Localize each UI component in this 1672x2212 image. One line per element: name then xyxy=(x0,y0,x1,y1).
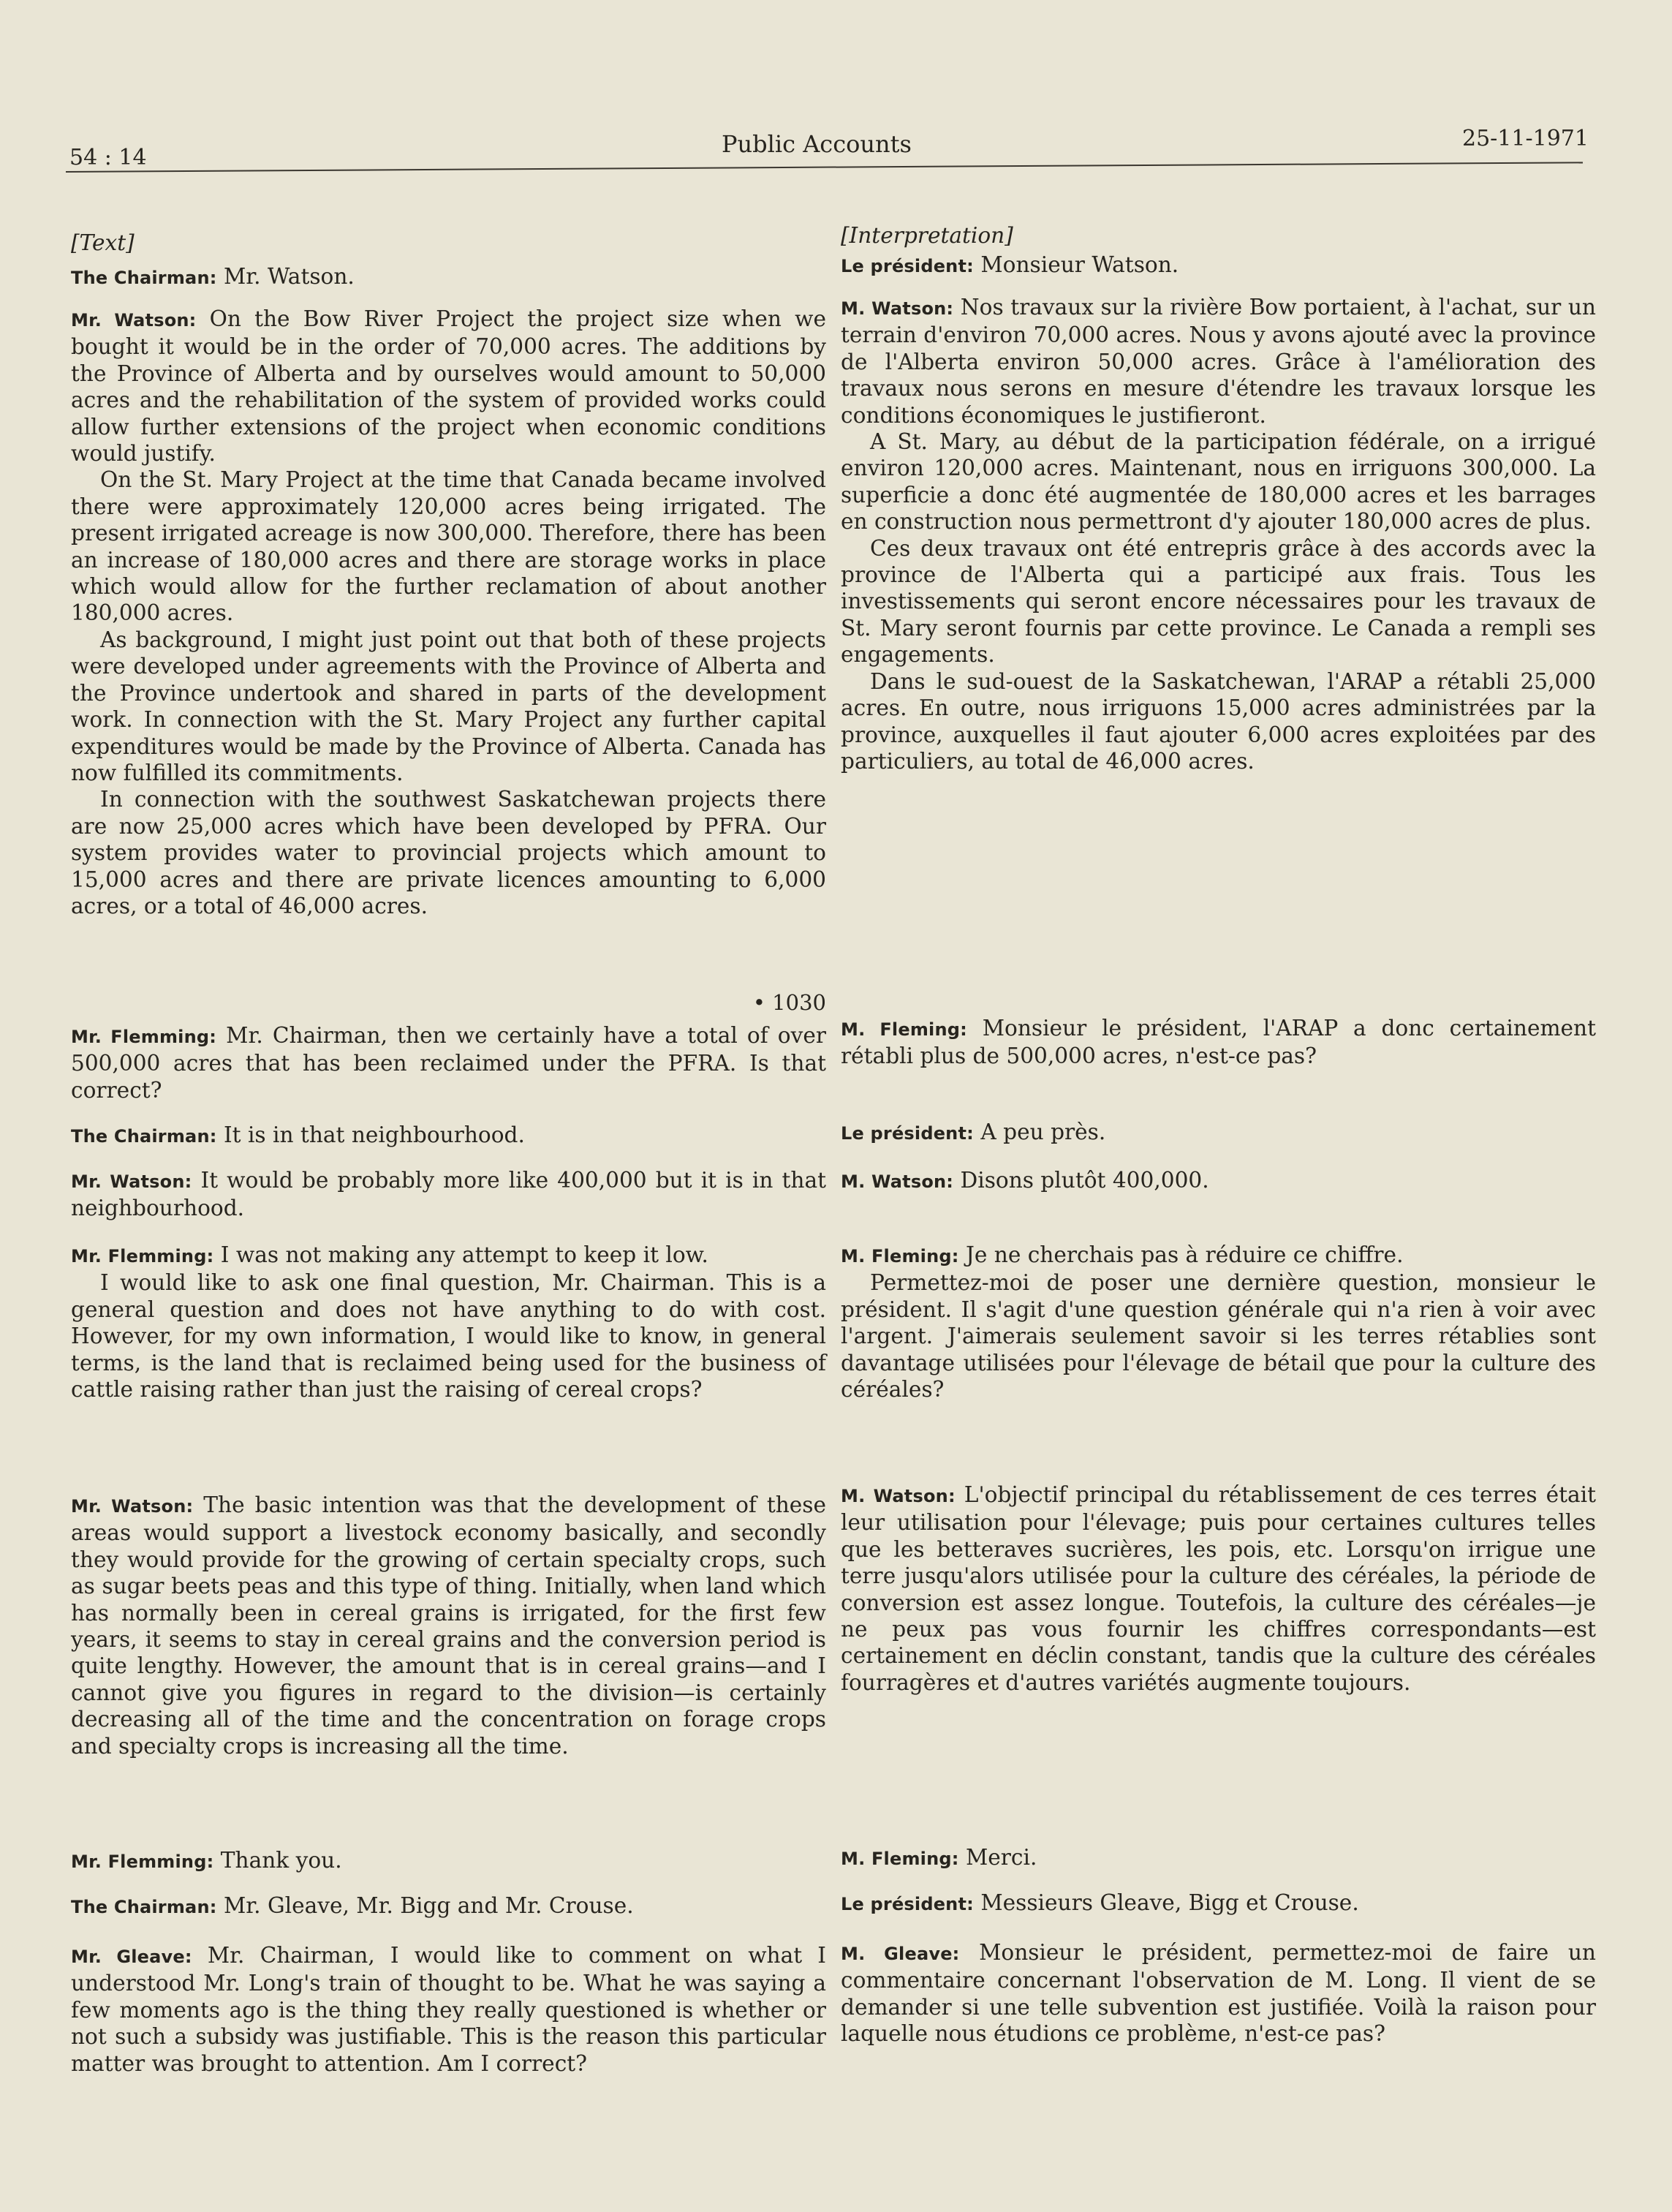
speaker-name: The Chairman: xyxy=(71,268,217,288)
speaker-name: Mr. Watson: xyxy=(71,1171,192,1192)
speech-watson-fr-2: M. Watson: Disons plutôt 400,000. xyxy=(841,1168,1209,1193)
speech-president-3: Le président: Messieurs Gleave, Bigg et Crouse. xyxy=(841,1890,1359,1915)
speaker-name: M. Fleming: xyxy=(841,1849,959,1869)
speaker-name: The Chairman: xyxy=(71,1126,217,1147)
speaker-name: Mr. Flemming: xyxy=(71,1246,214,1267)
speech-chairman-2: The Chairman: It is in that neighbourhood. xyxy=(71,1122,525,1147)
speech-gleave-fr-1: M. Gleave: Monsieur le président, permettez-moi de faire un commentaire concernant l'observation de M. Long. Il vient de se demander si une telle subvention est justifiée. Voilà la raison pour laquelle nous étudions ce problème, n'est-ce pas? xyxy=(841,1940,1596,2047)
speaker-name: Mr. Flemming: xyxy=(71,1851,214,1872)
section-label-interpretation: [Interpretation] xyxy=(841,223,1013,248)
speaker-name: Mr. Watson: xyxy=(71,310,197,331)
speech-gleave-1: Mr. Gleave: Mr. Chairman, I would like to comment on what I understood Mr. Long's train of thought to be. What he was saying a few moments ago is the thing they really questioned is whether or not such a subsidy was justifiable. This is the reason this particular matter was brought to attention. Am I correct? xyxy=(71,1943,826,2076)
speaker-name: M. Fleming: xyxy=(841,1246,959,1267)
section-label-text: [Text] xyxy=(71,230,135,255)
speaker-name: Le président: xyxy=(841,256,974,276)
speaker-name: Le président: xyxy=(841,1123,974,1144)
speech-chairman-1: The Chairman: Mr. Watson. xyxy=(71,264,355,289)
speech-flemming-2: Mr. Flemming: I was not making any attempt to keep it low. I would like to ask one final question, Mr. Chairman. This is a general question and does not have anything to do with cost. However, for my own information, I would like to know, in general terms, is the land that is reclaimed being used for the business of cattle raising rather than just the raising of cereal crops? xyxy=(71,1242,826,1403)
speech-fleming-fr-3: M. Fleming: Merci. xyxy=(841,1845,1037,1870)
speech-flemming-3: Mr. Flemming: Thank you. xyxy=(71,1848,342,1873)
speaker-name: Mr. Gleave: xyxy=(71,1947,192,1967)
header-rule xyxy=(66,162,1583,173)
speech-chairman-3: The Chairman: Mr. Gleave, Mr. Bigg and Mr. Crouse. xyxy=(71,1893,634,1918)
speech-president-2: Le président: A peu près. xyxy=(841,1120,1106,1144)
speech-watson-fr-3: M. Watson: L'objectif principal du rétablissement de ces terres était leur utilisation pour l'élevage; puis pour certaines cultures telles que les betteraves sucrières, les pois, etc. Lorsqu'on irrigue une terre jusqu'alors utilisée pour la culture des céréales, la période de conversion est assez longue. Toutefois, la culture des céréales—je ne peux pas vous fournir les chiffres correspondants—est certainement en déclin constant, tandis que la culture des céréales fourragères et d'autres variétés augmente toujours. xyxy=(841,1482,1596,1695)
page-header xyxy=(0,0,1672,190)
speech-fleming-fr-2: M. Fleming: Je ne cherchais pas à réduire ce chiffre. Permettez-moi de poser une dernière question, monsieur le président. Il s'agit d'une question générale qui n'a rien à voir avec l'argent. J'aimerais seulement savoir si les terres rétablies sont davantage utilisées pour l'élevage de bétail que pour la culture des céréales? xyxy=(841,1242,1596,1403)
speech-watson-3: Mr. Watson: The basic intention was that the development of these areas would support a livestock economy basically, and secondly they would provide for the growing of certain specialty crops, such as sugar beets peas and this type of thing. Initially, when land which has normally been in cereal grains is irrigated, for the first few years, it seems to stay in cereal grains and the conversion period is quite lengthy. However, the amount that is in cereal grains—and I cannot give you figures in regard to the division—is certainly decreasing all of the time and the concentration on forage crops and specialty crops is increasing all the time. xyxy=(71,1492,826,1759)
speech-watson-2: Mr. Watson: It would be probably more like 400,000 but it is in that neighbourhood. xyxy=(71,1168,827,1221)
speaker-name: M. Watson: xyxy=(841,298,954,319)
speaker-name: M. Gleave: xyxy=(841,1944,960,1964)
running-title: Public Accounts xyxy=(722,130,912,158)
speech-watson-1: Mr. Watson: On the Bow River Project the project size when we bought it would be in the order of 70,000 acres. The additions by the Province of Alberta and by ourselves would amount to 50,000 acres and the rehabilitation of the system of provided works could allow further extensions of the project when economic conditions would justify. On the St. Mary Project at the time that Canada became involved there were approximately 120,000 acres being irrigated. The present irrigated acreage is now 300,000. Therefore, there has been an increase of 180,000 acres and there are storage works in place which would allow for the further reclamation of about another 180,000 acres. As background, I might just point out that both of these projects were developed under agreements with the Province of Alberta and the Province undertook and shared in parts of the development work. In connection with the St. Mary Project any further capital expenditures would be made by the Province of Alberta. Canada has now fulfilled its commitments. In connection with the southwest Saskatchewan projects there are now 25,000 acres which have been developed by PFRA. Our system provides water to provincial projects which amount to 15,000 acres and there are private licences amounting to 6,000 acres, or a total of 46,000 acres. xyxy=(71,306,826,918)
speaker-name: M. Fleming: xyxy=(841,1019,967,1040)
speaker-name: Mr. Watson: xyxy=(71,1496,194,1517)
speaker-name: M. Watson: xyxy=(841,1486,956,1506)
speech-flemming-1: Mr. Flemming: Mr. Chairman, then we certainly have a total of over 500,000 acres that has been reclaimed under the PFRA. Is that correct? xyxy=(71,1023,826,1103)
page-number: 54 : 14 xyxy=(69,145,147,170)
speaker-name: Le président: xyxy=(841,1894,974,1914)
speech-watson-fr-1: M. Watson: Nos travaux sur la rivière Bow portaient, à l'achat, sur un terrain d'environ 70,000 acres. Nous y avons ajouté avec la province de l'Alberta environ 50,000 acres. Grâce à l'amélioration des travaux nous serons en mesure d'étendre les travaux lorsque les conditions économiques le justifieront. A St. Mary, au début de la participation fédérale, on a irrigué environ 120,000 acres. Maintenant, nous en irriguons 300,000. La superficie a donc été augmentée de 180,000 acres et les barrages en construction nous permettront d'y ajouter 180,000 acres de plus. Ces deux travaux ont été entrepris grâce à des accords avec la province de l'Alberta qui a participé aux frais. Tous les investissements qui seront encore nécessaires pour les travaux de St. Mary seront fournis par cette province. Le Canada a rempli ses engagements. Dans le sud-ouest de la Saskatchewan, l'ARAP a rétabli 25,000 acres. En outre, nous irriguons 15,000 acres administrées par la province, auxquelles il faut ajouter 6,000 acres exploitées par des particuliers, au total de 46,000 acres. xyxy=(841,295,1596,774)
time-marker: • 1030 xyxy=(752,990,826,1015)
sitting-date: 25-11-1971 xyxy=(1462,126,1589,151)
speech-president-1: Le président: Monsieur Watson. xyxy=(841,252,1179,277)
speaker-name: M. Watson: xyxy=(841,1171,954,1192)
speaker-name: Mr. Flemming: xyxy=(71,1027,217,1047)
speaker-name: The Chairman: xyxy=(71,1897,217,1917)
speech-fleming-fr-1: M. Fleming: Monsieur le président, l'ARAP a donc certainement rétabli plus de 500,000 acres, n'est-ce pas? xyxy=(841,1016,1596,1069)
